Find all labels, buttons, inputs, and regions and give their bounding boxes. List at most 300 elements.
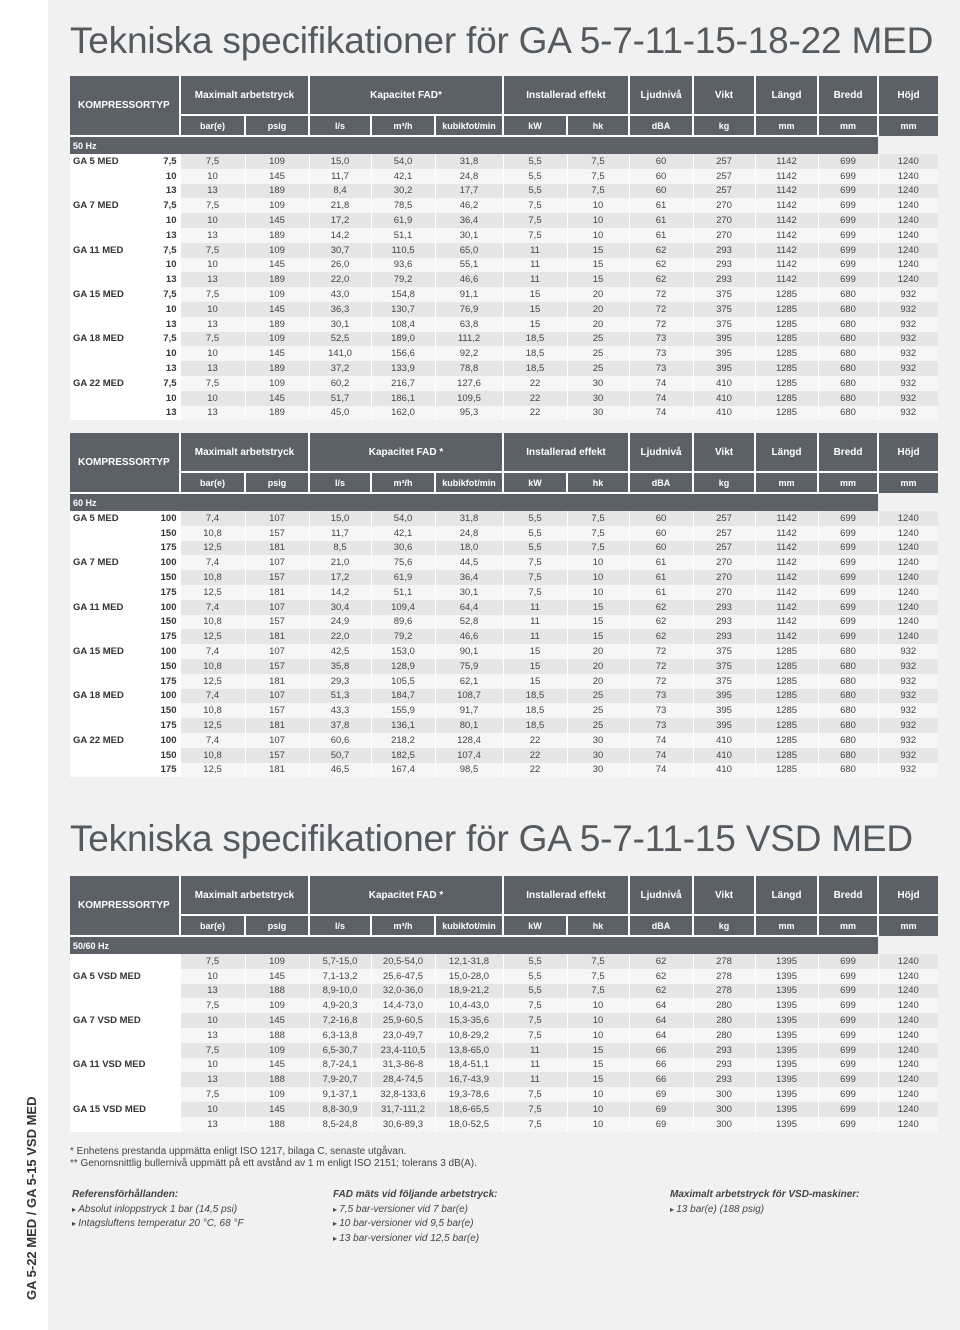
pressure-variant: 150 xyxy=(140,615,180,630)
table-cell: 109 xyxy=(245,954,309,969)
table-cell: 10 xyxy=(180,969,245,984)
table-cell: 21,8 xyxy=(309,198,371,213)
table-cell: 52,8 xyxy=(435,615,503,630)
table-cell: 25 xyxy=(567,332,629,347)
table-cell: 109 xyxy=(245,376,309,391)
model-name xyxy=(70,629,140,644)
fad-conditions xyxy=(333,1188,498,1246)
table-cell: 157 xyxy=(245,703,309,718)
pressure-variant: 150 xyxy=(140,703,180,718)
table-cell: 10 xyxy=(180,1013,245,1028)
table-cell: 699 xyxy=(818,1102,878,1117)
table-cell: 375 xyxy=(693,659,755,674)
table-cell: 7,4 xyxy=(180,644,245,659)
table-cell: 17,2 xyxy=(309,570,371,585)
unit-header: kubikfot/min xyxy=(435,915,503,936)
table-cell: 1395 xyxy=(755,954,818,969)
table-cell: 12,5 xyxy=(180,763,245,778)
table-cell: 42,1 xyxy=(371,169,435,184)
table-cell: 699 xyxy=(818,615,878,630)
table-cell: 293 xyxy=(693,1043,755,1058)
vsd-max-pressure xyxy=(670,1188,860,1217)
table-cell: 680 xyxy=(818,302,878,317)
unit-header: m³/h xyxy=(371,915,435,936)
table-cell: 79,2 xyxy=(371,272,435,287)
table-cell: 30,7 xyxy=(309,243,371,258)
table-cell: 90,1 xyxy=(435,644,503,659)
table-cell: 109 xyxy=(245,998,309,1013)
table-cell: 10,8-29,2 xyxy=(435,1028,503,1043)
model-name: GA 18 MED xyxy=(70,689,140,704)
table-row xyxy=(70,346,938,361)
table-cell: 1395 xyxy=(755,1102,818,1117)
table-cell: 20 xyxy=(567,317,629,332)
table-row xyxy=(70,332,938,347)
table-cell: 109,4 xyxy=(371,600,435,615)
table-cell: 1395 xyxy=(755,1028,818,1043)
table-cell: 7,1-13,2 xyxy=(309,969,371,984)
table-cell: 61 xyxy=(629,213,693,228)
table-cell: 1142 xyxy=(755,198,818,213)
table-cell: 1240 xyxy=(878,629,938,644)
table-cell: 145 xyxy=(245,258,309,273)
reference-item: ▸ Absolut inloppstryck 1 bar (14,5 psi) xyxy=(72,1203,244,1218)
table-cell: 15 xyxy=(567,629,629,644)
table-cell: 60,2 xyxy=(309,376,371,391)
table-cell: 11 xyxy=(503,243,567,258)
table-cell: 1142 xyxy=(755,184,818,199)
table-cell: 111,2 xyxy=(435,332,503,347)
table-cell: 699 xyxy=(818,998,878,1013)
table-cell: 76,9 xyxy=(435,302,503,317)
table-cell: 32,0-36,0 xyxy=(371,984,435,999)
table-cell: 10,8 xyxy=(180,659,245,674)
footnote-1: * Enhetens prestanda uppmätta enligt ISO 1217, bilaga C, senaste utgåvan. xyxy=(70,1146,407,1157)
table-cell: 65,0 xyxy=(435,243,503,258)
table-cell: 29,3 xyxy=(309,674,371,689)
table-cell: 7,5 xyxy=(567,184,629,199)
unit-header: kg xyxy=(693,115,755,136)
table-cell: 107 xyxy=(245,733,309,748)
table-cell: 46,5 xyxy=(309,763,371,778)
table-cell: 410 xyxy=(693,763,755,778)
table-cell: 189 xyxy=(245,228,309,243)
table-cell: 7,5 xyxy=(567,969,629,984)
table-cell: 257 xyxy=(693,511,755,526)
table-cell: 13 xyxy=(180,1028,245,1043)
table-cell: 375 xyxy=(693,644,755,659)
table-cell: 30,2 xyxy=(371,184,435,199)
table-cell: 43,0 xyxy=(309,287,371,302)
table-cell: 7,5 xyxy=(503,998,567,1013)
table-cell: 62 xyxy=(629,954,693,969)
pressure-variant: 10 xyxy=(140,391,180,406)
reference-conditions xyxy=(72,1188,244,1232)
table-cell: 1285 xyxy=(755,376,818,391)
table-cell: 680 xyxy=(818,733,878,748)
table-cell: 157 xyxy=(245,748,309,763)
spec-table xyxy=(70,433,938,777)
table-cell: 10,8 xyxy=(180,570,245,585)
table-row xyxy=(70,629,938,644)
table-cell: 680 xyxy=(818,406,878,421)
table-cell: 18,5 xyxy=(503,718,567,733)
table-cell: 42,1 xyxy=(371,526,435,541)
table-cell: 61,9 xyxy=(371,570,435,585)
table-cell: 932 xyxy=(878,659,938,674)
table-row xyxy=(70,184,938,199)
table-cell: 1142 xyxy=(755,213,818,228)
table-cell: 932 xyxy=(878,287,938,302)
table-cell: 36,4 xyxy=(435,570,503,585)
fad-item: ▸ 10 bar-versioner vid 9,5 bar(e) xyxy=(333,1217,498,1232)
table-cell: 30 xyxy=(567,406,629,421)
table-cell: 680 xyxy=(818,287,878,302)
table-cell: 141,0 xyxy=(309,346,371,361)
table-cell: 45,0 xyxy=(309,406,371,421)
table-cell: 1142 xyxy=(755,169,818,184)
table-cell: 7,5 xyxy=(503,1013,567,1028)
table-cell: 31,8 xyxy=(435,511,503,526)
header-installed-power: Installerad effekt xyxy=(503,876,629,915)
unit-header: bar(e) xyxy=(180,472,245,493)
table-cell: 127,6 xyxy=(435,376,503,391)
table-row xyxy=(70,198,938,213)
table-row xyxy=(70,391,938,406)
table-cell: 1240 xyxy=(878,243,938,258)
table-cell: 44,5 xyxy=(435,555,503,570)
table-cell: 10 xyxy=(567,570,629,585)
table-row xyxy=(70,1058,938,1073)
model-name xyxy=(70,763,140,778)
unit-header: hk xyxy=(567,472,629,493)
pressure-variant: 100 xyxy=(140,733,180,748)
table-cell: 107 xyxy=(245,555,309,570)
table-cell: 12,5 xyxy=(180,541,245,556)
table-cell: 699 xyxy=(818,184,878,199)
table-cell: 1240 xyxy=(878,526,938,541)
table-cell: 12,1-31,8 xyxy=(435,954,503,969)
table-cell: 30 xyxy=(567,376,629,391)
header-length: Längd xyxy=(755,433,818,472)
table-cell: 9,1-37,1 xyxy=(309,1087,371,1102)
table-cell: 62 xyxy=(629,243,693,258)
table-cell: 25,6-47,5 xyxy=(371,969,435,984)
table-cell: 162,0 xyxy=(371,406,435,421)
unit-header: mm xyxy=(755,915,818,936)
table-cell: 15 xyxy=(503,287,567,302)
table-cell: 60 xyxy=(629,184,693,199)
model-name xyxy=(70,258,140,273)
table-cell: 30 xyxy=(567,733,629,748)
table-row xyxy=(70,748,938,763)
table-cell: 20 xyxy=(567,644,629,659)
pressure-variant: 13 xyxy=(140,406,180,421)
table-cell: 699 xyxy=(818,600,878,615)
pressure-variant: 100 xyxy=(140,511,180,526)
table-cell: 60 xyxy=(629,541,693,556)
table-cell: 932 xyxy=(878,718,938,733)
table-cell: 15 xyxy=(503,659,567,674)
page-title-2: Tekniska specifikationer för GA 5-7-11-15 VSD MED xyxy=(70,818,913,859)
table-cell: 15,3-35,6 xyxy=(435,1013,503,1028)
table-cell: 25 xyxy=(567,361,629,376)
table-cell: 75,9 xyxy=(435,659,503,674)
table-cell: 15,0 xyxy=(309,154,371,169)
model-name xyxy=(70,659,140,674)
table-cell: 93,6 xyxy=(371,258,435,273)
pressure-variant: 100 xyxy=(140,689,180,704)
table-cell: 18,9-21,2 xyxy=(435,984,503,999)
table-cell: 5,5 xyxy=(503,169,567,184)
header-weight: Vikt xyxy=(693,433,755,472)
table-cell: 12,5 xyxy=(180,629,245,644)
table-cell: 188 xyxy=(245,984,309,999)
table-row xyxy=(70,154,938,169)
table-cell: 188 xyxy=(245,1072,309,1087)
table-cell: 51,7 xyxy=(309,391,371,406)
table-cell: 1142 xyxy=(755,526,818,541)
model-name xyxy=(70,406,140,421)
table-cell: 932 xyxy=(878,674,938,689)
table-cell: 932 xyxy=(878,361,938,376)
table-cell: 52,5 xyxy=(309,332,371,347)
table-cell: 64 xyxy=(629,998,693,1013)
table-cell: 699 xyxy=(818,954,878,969)
table-cell: 51,3 xyxy=(309,689,371,704)
table-cell: 680 xyxy=(818,332,878,347)
table-cell: 680 xyxy=(818,763,878,778)
table-cell: 30 xyxy=(567,763,629,778)
table-cell: 1285 xyxy=(755,718,818,733)
pressure-variant: 7,5 xyxy=(140,332,180,347)
table-cell: 395 xyxy=(693,332,755,347)
table-cell: 270 xyxy=(693,213,755,228)
table-row xyxy=(70,406,938,421)
table-row xyxy=(70,644,938,659)
table-cell: 278 xyxy=(693,984,755,999)
table-cell: 13 xyxy=(180,1117,245,1132)
table-cell: 60 xyxy=(629,511,693,526)
frequency-label: 50 Hz xyxy=(70,136,878,154)
model-name: GA 7 MED xyxy=(70,555,140,570)
table-cell: 5,5 xyxy=(503,154,567,169)
table-cell: 22 xyxy=(503,406,567,421)
table-cell: 395 xyxy=(693,718,755,733)
table-cell: 257 xyxy=(693,154,755,169)
table-cell: 181 xyxy=(245,629,309,644)
pressure-variant: 175 xyxy=(140,674,180,689)
table-cell: 5,5 xyxy=(503,969,567,984)
pressure-variant: 175 xyxy=(140,763,180,778)
unit-header: mm xyxy=(755,115,818,136)
table-cell: 7,5 xyxy=(567,511,629,526)
table-cell: 12,5 xyxy=(180,718,245,733)
table-cell: 156,6 xyxy=(371,346,435,361)
table-cell: 680 xyxy=(818,376,878,391)
table-cell: 1285 xyxy=(755,689,818,704)
table-cell: 8,7-24,1 xyxy=(309,1058,371,1073)
table-cell: 55,1 xyxy=(435,258,503,273)
table-cell: 932 xyxy=(878,703,938,718)
table-cell: 1240 xyxy=(878,555,938,570)
table-cell: 7,4 xyxy=(180,689,245,704)
table-cell: 932 xyxy=(878,346,938,361)
table-cell: 7,5 xyxy=(503,570,567,585)
table-cell: 375 xyxy=(693,287,755,302)
header-noise-level: Ljudnivå xyxy=(629,433,693,472)
footnotes xyxy=(70,1146,477,1170)
unit-header: kg xyxy=(693,915,755,936)
table-cell: 5,5 xyxy=(503,184,567,199)
table-cell: 7,5 xyxy=(180,1043,245,1058)
table-row xyxy=(70,998,938,1013)
table-cell: 1240 xyxy=(878,258,938,273)
unit-header: m³/h xyxy=(371,115,435,136)
table-cell: 35,8 xyxy=(309,659,371,674)
table-cell: 128,9 xyxy=(371,659,435,674)
table-cell: 1142 xyxy=(755,600,818,615)
table-cell: 1240 xyxy=(878,1028,938,1043)
table-row xyxy=(70,1117,938,1132)
table-cell: 28,4-74,5 xyxy=(371,1072,435,1087)
header-capacity: Kapacitet FAD * xyxy=(309,433,503,472)
table-cell: 18,5 xyxy=(503,703,567,718)
table-cell: 1285 xyxy=(755,674,818,689)
table-cell: 72 xyxy=(629,674,693,689)
table-cell: 7,9-20,7 xyxy=(309,1072,371,1087)
table-cell: 89,6 xyxy=(371,615,435,630)
table-cell: 109,5 xyxy=(435,391,503,406)
table-cell: 1142 xyxy=(755,629,818,644)
table-row xyxy=(70,302,938,317)
unit-header: hk xyxy=(567,915,629,936)
table-cell: 19,3-78,6 xyxy=(435,1087,503,1102)
model-name: GA 5 MED xyxy=(70,154,140,169)
table-cell: 74 xyxy=(629,763,693,778)
table-cell: 699 xyxy=(818,570,878,585)
table-cell: 62 xyxy=(629,600,693,615)
table-cell: 1285 xyxy=(755,317,818,332)
unit-header: l/s xyxy=(309,115,371,136)
table-cell: 395 xyxy=(693,689,755,704)
frequency-label: 50/60 Hz xyxy=(70,936,878,954)
pressure-variant: 100 xyxy=(140,600,180,615)
footnote-2: ** Genomsnittlig bullernivå uppmätt på ett avstånd av 1 m enligt ISO 2151; tolerans 3 dB(A). xyxy=(70,1158,477,1169)
table-cell: 216,7 xyxy=(371,376,435,391)
table-cell: 13 xyxy=(180,272,245,287)
model-name xyxy=(70,718,140,733)
table-cell: 109 xyxy=(245,243,309,258)
table-cell: 1240 xyxy=(878,184,938,199)
table-cell: 157 xyxy=(245,526,309,541)
unit-header: kW xyxy=(503,915,567,936)
table-row xyxy=(70,555,938,570)
table-cell: 10 xyxy=(180,1102,245,1117)
table-cell: 7,5 xyxy=(567,984,629,999)
table-cell: 13 xyxy=(180,228,245,243)
pressure-variant: 150 xyxy=(140,526,180,541)
model-name: GA 11 MED xyxy=(70,243,140,258)
table-cell: 293 xyxy=(693,243,755,258)
model-name: GA 15 MED xyxy=(70,644,140,659)
unit-header: dBA xyxy=(629,472,693,493)
table-cell: 410 xyxy=(693,733,755,748)
table-cell: 30 xyxy=(567,391,629,406)
pressure-variant: 10 xyxy=(140,346,180,361)
table-cell: 10,8 xyxy=(180,615,245,630)
table-cell: 74 xyxy=(629,406,693,421)
table-cell: 66 xyxy=(629,1072,693,1087)
table-cell: 699 xyxy=(818,541,878,556)
table-cell: 181 xyxy=(245,674,309,689)
table-cell: 1285 xyxy=(755,703,818,718)
spec-table-vsd xyxy=(70,876,938,1132)
table-cell: 46,6 xyxy=(435,272,503,287)
table-cell: 1395 xyxy=(755,1072,818,1087)
table-row xyxy=(70,763,938,778)
table-cell: 73 xyxy=(629,346,693,361)
spec-table-50hz xyxy=(70,76,938,420)
table-cell: 270 xyxy=(693,555,755,570)
table-cell: 7,5 xyxy=(503,1102,567,1117)
unit-header: mm xyxy=(818,115,878,136)
table-cell: 6,3-13,8 xyxy=(309,1028,371,1043)
table-cell: 1240 xyxy=(878,169,938,184)
pressure-variant: 7,5 xyxy=(140,243,180,258)
unit-header: mm xyxy=(878,915,938,936)
table-cell: 31,8 xyxy=(435,154,503,169)
table-cell: 12,5 xyxy=(180,674,245,689)
table-cell: 30,1 xyxy=(309,317,371,332)
table-cell: 15 xyxy=(567,1072,629,1087)
table-cell: 72 xyxy=(629,659,693,674)
table-cell: 932 xyxy=(878,763,938,778)
table-cell: 11 xyxy=(503,1058,567,1073)
table-cell: 699 xyxy=(818,526,878,541)
table-cell: 15 xyxy=(503,674,567,689)
table-cell: 60 xyxy=(629,526,693,541)
table-cell: 74 xyxy=(629,391,693,406)
table-cell: 7,2-16,8 xyxy=(309,1013,371,1028)
table-cell: 15 xyxy=(567,258,629,273)
table-cell: 153,0 xyxy=(371,644,435,659)
table-cell: 109 xyxy=(245,287,309,302)
table-row xyxy=(70,287,938,302)
table-cell: 1240 xyxy=(878,154,938,169)
table-cell: 18,6-65,5 xyxy=(435,1102,503,1117)
spec-table xyxy=(70,876,938,1132)
table-cell: 10 xyxy=(180,258,245,273)
table-cell: 182,5 xyxy=(371,748,435,763)
table-cell: 699 xyxy=(818,585,878,600)
table-cell: 1240 xyxy=(878,998,938,1013)
unit-header: kubikfot/min xyxy=(435,115,503,136)
table-cell: 181 xyxy=(245,585,309,600)
table-cell: 1240 xyxy=(878,585,938,600)
table-cell: 257 xyxy=(693,184,755,199)
table-cell: 31,3-86-8 xyxy=(371,1058,435,1073)
model-name xyxy=(70,391,140,406)
table-cell: 181 xyxy=(245,718,309,733)
table-cell: 699 xyxy=(818,243,878,258)
table-cell: 7,5 xyxy=(567,526,629,541)
table-cell: 278 xyxy=(693,954,755,969)
table-cell: 23,0-49,7 xyxy=(371,1028,435,1043)
pressure-variant: 7,5 xyxy=(140,376,180,391)
table-cell: 157 xyxy=(245,570,309,585)
table-cell: 10 xyxy=(180,302,245,317)
